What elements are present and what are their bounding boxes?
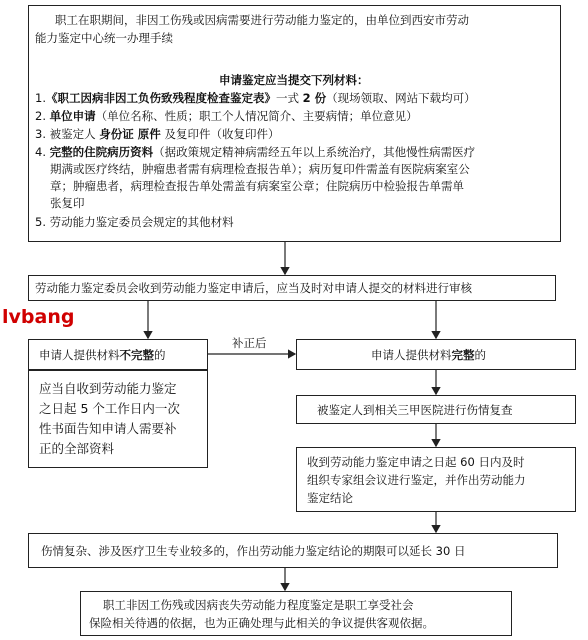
incomplete-note-4: 正的全部资料: [39, 441, 115, 456]
materials-title: 申请鉴定应当提交下列材料：: [219, 73, 369, 87]
expert-line-1: 收到劳动能力鉴定申请之日起 60 日内及时: [307, 455, 525, 469]
supplement-label: 补正后: [232, 336, 267, 350]
intro-line-2: 能力鉴定中心统一办理手续: [35, 31, 173, 45]
hospital-review-box: [296, 395, 576, 424]
review-step-text: 劳动能力鉴定委员会收到劳动能力鉴定申请后，应当及时对申请人提交的材料进行审核: [35, 281, 472, 295]
incomplete-note-3: 性书面告知申请人需要补: [39, 421, 177, 436]
application-materials-box: [28, 5, 561, 242]
material-item-4-cont-3: 张复印: [50, 196, 85, 210]
incomplete-note-box: [28, 370, 208, 468]
material-item-4-cont-2: 章；肿瘤患者，病理检查报告单处需盖有病案室公章；住院病历中检验报告单需单: [50, 179, 464, 193]
material-item-2: 2. 单位申请（单位名称、性质；职工个人情况简介、主要病情；单位意见）: [35, 109, 418, 123]
incomplete-note-1: 应当自收到劳动能力鉴定: [39, 381, 177, 396]
conclusion-line-2: 保险相关待遇的依据，也为正确处理与此相关的争议提供客观依据。: [89, 616, 434, 630]
complete-title: 申请人提供材料完整的: [371, 348, 486, 362]
incomplete-materials-box: [28, 339, 208, 370]
incomplete-note-2: 之日起 5 个工作日内一次: [39, 401, 180, 416]
material-item-1: 1.《职工因病非因工负伤致残程度检查鉴定表》一式 2 份（现场领取、网站下载均可）: [35, 91, 476, 105]
intro-line-1: 职工在职期间，非因工伤残或因病需要进行劳动能力鉴定的，由单位到西安市劳动: [55, 13, 469, 27]
material-item-4: 4. 完整的住院病历资料（据政策规定精神病需经五年以上系统治疗，其他慢性病需医疗: [35, 145, 476, 159]
extension-box: [28, 533, 558, 568]
review-step-box: [28, 275, 556, 301]
expert-line-3: 鉴定结论: [307, 491, 353, 505]
watermark-logo: lvbang: [2, 306, 75, 328]
material-item-4-cont-1: 期满或医疗终结，肿瘤患者需有病理检查报告单）；病历复印件需盖有医院病案室公: [50, 162, 470, 176]
hospital-review-text: 被鉴定人到相关三甲医院进行伤情复查: [317, 403, 513, 417]
material-item-5: 5. 劳动能力鉴定委员会规定的其他材料: [35, 215, 234, 229]
conclusion-box: [80, 591, 512, 636]
expert-assessment-box: [296, 447, 576, 512]
conclusion-line-1: 职工非因工伤残或因病丧失劳动能力程度鉴定是职工享受社会: [103, 598, 414, 612]
complete-materials-box: [296, 339, 576, 370]
extension-text: 伤情复杂、涉及医疗卫生专业较多的，作出劳动能力鉴定结论的期限可以延长 30 日: [41, 544, 466, 558]
expert-line-2: 组织专家组会议进行鉴定，并作出劳动能力: [307, 473, 526, 487]
incomplete-title: 申请人提供材料不完整的: [39, 348, 166, 362]
material-item-3: 3. 被鉴定人 身份证 原件 及复印件（收复印件）: [35, 127, 280, 141]
